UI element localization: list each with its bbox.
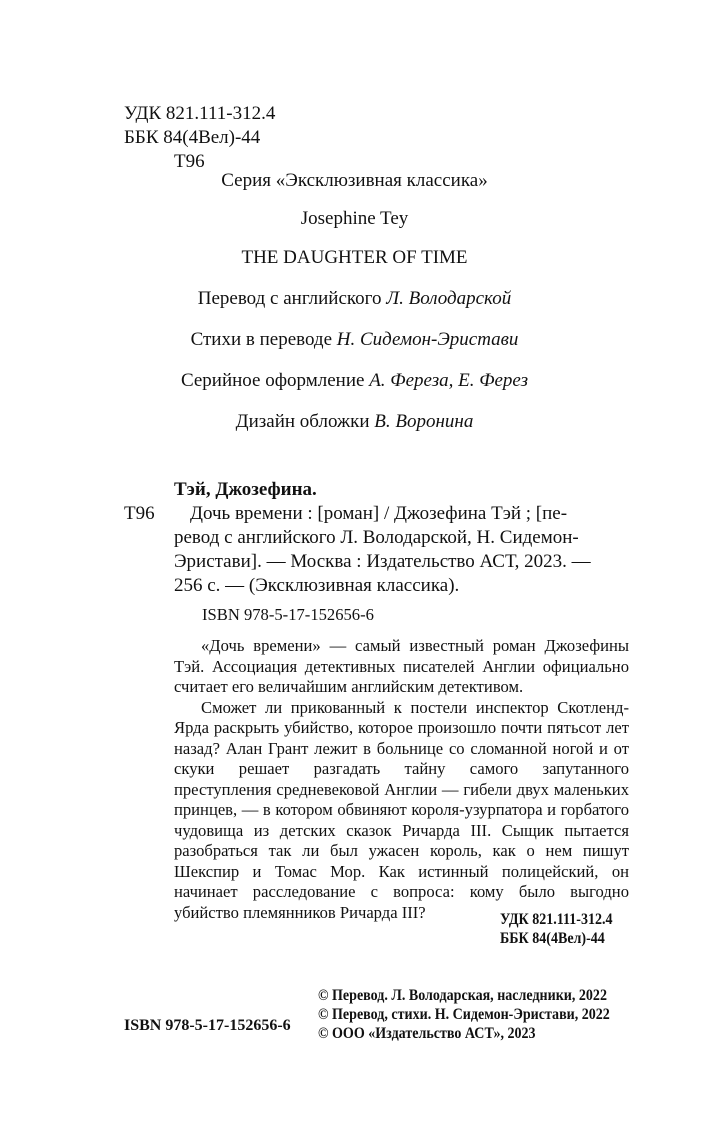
original-author: Josephine Tey xyxy=(300,208,409,229)
translation-label: Перевод с английского xyxy=(197,288,387,309)
copyright-poems: © Перевод, стихи. Н. Сидемон-Эристави, 2022 xyxy=(318,1006,610,1023)
designer-names: А. Фереза, Е. Ферез xyxy=(369,370,529,391)
author-mark: Т96 xyxy=(174,151,205,172)
annotation-paragraph-1: «Дочь времени» — самый известный роман Джозефины Тэй. Ассоциация детективных писателей Англии официально считает его величайшим английским детективом. xyxy=(174,636,629,696)
original-title: THE DAUGHTER OF TIME xyxy=(241,247,468,268)
bib-line-3: Эристави]. — Москва : Издательство АСТ, 2023. — xyxy=(174,551,591,572)
translation-credit xyxy=(0,288,709,310)
annotation xyxy=(174,636,629,923)
design-credit xyxy=(0,370,709,392)
poems-credit xyxy=(0,329,709,351)
bottom-bbk: ББК 84(4Вел)-44 xyxy=(500,930,605,947)
bbk-code: ББК 84(4Вел)-44 xyxy=(124,127,261,148)
annotation-paragraph-2: Сможет ли прикованный к постели инспектор Скотленд-Ярда раскрыть убийство, которое произошло почти пятьсот лет назад? Алан Грант лежит в больнице со сломанной ногой и от скуки решает разгадать тайну самого запутанного преступления средневековой Англии — гибели двух маленьких принцев, — в котором обвиняют короля-узурпатора и горбатого чудовища из детских сказок Ричарда III. Сыщик пытается разобраться так ли был ужасен король, как о нем пишут Шекспир и Томас Мор. Как истинный полицейский, он начинает расследование с вопроса: кому было выгодно убийство племянников Ричарда III? xyxy=(174,697,629,922)
bib-isbn: ISBN 978-5-17-152656-6 xyxy=(202,605,374,624)
cover-label: Дизайн обложки xyxy=(235,411,375,432)
bib-line-2: ревод с английского Л. Володарской, Н. Сидемон- xyxy=(174,527,579,548)
poems-translator-name: Н. Сидемон-Эристави xyxy=(336,329,519,350)
bib-line-4: 256 с. — (Эксклюзивная классика). xyxy=(174,575,460,596)
cover-designer-name: В. Воронина xyxy=(374,411,474,432)
udk-code: УДК 821.111-312.4 xyxy=(124,103,276,124)
cover-credit xyxy=(0,411,709,433)
design-label: Серийное оформление xyxy=(180,370,370,391)
bib-author-heading: Тэй, Джозефина. xyxy=(174,479,317,500)
bib-line-1: Дочь времени : [роман] / Джозефина Тэй ; [пе- xyxy=(190,503,568,524)
footer-isbn: ISBN 978-5-17-152656-6 xyxy=(124,1017,291,1034)
bottom-udk: УДК 821.111-312.4 xyxy=(500,911,613,928)
poems-label: Стихи в переводе xyxy=(190,329,337,350)
translator-name: Л. Володарской xyxy=(386,288,512,309)
copyright-translation: © Перевод. Л. Володарская, наследники, 2022 xyxy=(318,987,607,1004)
series-line: Серия «Эксклюзивная классика» xyxy=(221,170,488,191)
copyright-publisher: © ООО «Издательство АСТ», 2023 xyxy=(318,1025,536,1042)
bib-author-mark: Т96 xyxy=(124,503,155,524)
